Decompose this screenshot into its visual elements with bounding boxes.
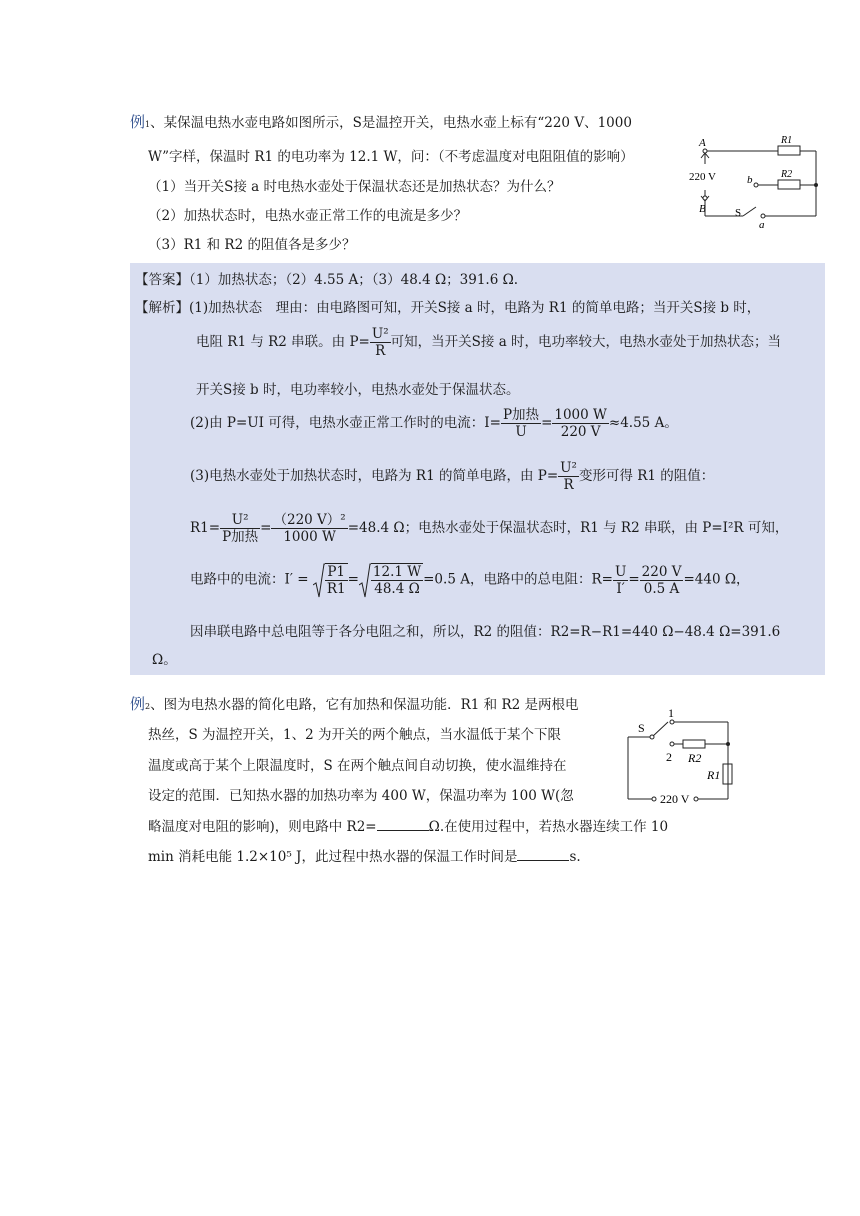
- example2-line6: min 消耗电能 1.2×10⁵ J，此过程中热水器的保温工作时间是 s.: [148, 849, 581, 865]
- analysis-tag: 【解析】: [135, 300, 189, 316]
- resistor-r2-label: R2: [781, 169, 793, 180]
- voltage-label: 220 V: [689, 171, 716, 183]
- analysis-part2: (2)由 P=UI 可得，电热水壶正常工作时的电流：I= $\frac{\text{P加热}}{U}$ = $\frac{1000 W}{220 V}$ ≈4.55 A。: [190, 407, 678, 440]
- answer-blank-r2[interactable]: [377, 818, 429, 831]
- analysis-part5: 电路中的电流：I′ = $\frac{P1}{R1}$ = $\frac{12.1 W}{48.4 \Omega}$ =0.5 A，电路中的总电阻：R= $\frac{U}{I'}$ = $\frac{220 V}{0.5 A}$ =440 Ω，: [190, 563, 750, 597]
- example2-line1: 例2、图为电热水器的简化电路，它有加热和保温功能．R1 和 R2 是两根电: [130, 697, 579, 713]
- sqrt-values: $\frac{12.1 W}{48.4 \Omega}$: [359, 563, 423, 597]
- answer-line: 【答案】（1）加热状态；（2）4.55 A；（3）48.4 Ω；391.6 Ω.: [135, 272, 519, 288]
- answer-tag: 【答案】: [135, 272, 189, 288]
- analysis-part3: (3)电热水壶处于加热状态时，电路为 R1 的简单电路，由 P= $\frac{\text{U²}}{R}$ 变形可得 R1 的阻值：: [190, 460, 715, 493]
- analysis-part6: 因串联电路中总电阻等于各分电阻之和，所以，R2 的阻值：R2=R−R1=440 Ω−48.4 Ω=391.6: [190, 624, 781, 640]
- resistor-r1-label: R1: [707, 768, 721, 782]
- example2-line4: 设定的范围．已知热水器的加热功率为 400 W，保温功率为 100 W(忽: [148, 788, 574, 804]
- terminal-b-label: B: [699, 203, 706, 215]
- analysis-line3: 开关S接 b 时，电功率较小，电热水壶处于保温状态。: [196, 382, 520, 398]
- contact-b-label: b: [747, 174, 753, 186]
- voltage-label: 220 V: [660, 792, 690, 806]
- contact-1-label: 1: [668, 706, 674, 720]
- switch-s-label: S: [735, 207, 742, 219]
- answer-blank-time[interactable]: [517, 848, 569, 861]
- analysis-line1: 【解析】(1)加热状态 理由：由电路图可知，开关S接 a 时，电路为 R1 的简单电路；当开关S接 b 时，: [135, 300, 761, 316]
- switch-s-label: S: [638, 721, 645, 735]
- example1-question-3: （3）R1 和 R2 的阻值各是多少？: [148, 237, 356, 253]
- contact-a-label: a: [759, 219, 765, 230]
- circuit-diagram-1: [683, 130, 828, 230]
- analysis-part7: Ω。: [152, 652, 177, 668]
- analysis-line2: 电阻 R1 与 R2 串联。由 P= $\frac{\text{U²}}{R}$ 可知，当开关S接 a 时，电功率较大，电热水壶处于加热状态；当: [196, 326, 782, 359]
- sqrt-p1-r1: $\frac{P1}{R1}$: [313, 563, 348, 597]
- formula-u2-over-r: $\frac{\text{U²}}{R}$: [371, 326, 389, 359]
- example2-line2: 热丝，S 为温控开关，1、2 为开关的两个触点，当水温低于某个下限: [148, 727, 562, 743]
- analysis-part4: R1= $\frac{\text{U²}}{\text{P加热}}$ = $\frac{\text{（220 V）²}}{1000 W}$ =48.4 Ω；电热水壶处于保温状态时，R1 与 R2 串联，由 P=I²R 可知，: [190, 512, 789, 545]
- example1-question-1: （1）当开关S接 a 时电热水壶处于保温状态还是加热状态？为什么？: [148, 179, 561, 195]
- example2-line5: 略温度对电阻的影响)，则电路中 R2= Ω.在使用过程中，若热水器连续工作 10: [148, 819, 669, 835]
- resistor-r2-label: R2: [688, 751, 702, 765]
- example1-line1: 例1、某保温电热水壶电路如图所示，S是温控开关，电热水壶上标有“220 V、1000: [130, 115, 632, 131]
- example-label: 例: [130, 697, 146, 713]
- terminal-a-label: A: [699, 137, 706, 149]
- example2-line3: 温度或高于某个上限温度时，S 在两个触点间自动切换，使水温维持在: [148, 758, 567, 774]
- circuit-diagram-2: [620, 702, 740, 810]
- example1-question-2: （2）加热状态时，电热水壶正常工作的电流是多少？: [148, 208, 468, 224]
- resistor-r1-label: R1: [781, 135, 793, 146]
- example1-line2: W”字样，保温时 R1 的电功率为 12.1 W，问：（不考虑温度对电阻阻值的影响）: [148, 149, 634, 165]
- contact-2-label: 2: [666, 750, 672, 764]
- example-label: 例: [130, 115, 146, 131]
